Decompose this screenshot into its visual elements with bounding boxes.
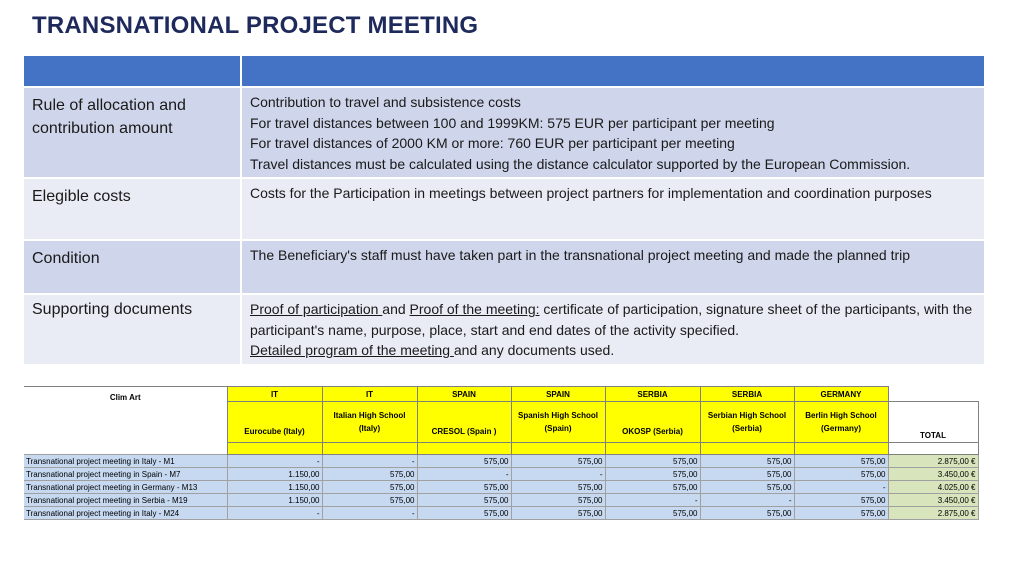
spacer-cell [605,443,700,455]
amount-cell: - [227,455,322,468]
table-row [24,468,978,481]
supporting-end-text: and any documents used. [453,342,615,358]
clim-art-label: Clim Art [24,387,227,455]
country-header-row [24,387,978,402]
amount-cell: - [322,507,417,520]
country-cell: SPAIN [417,387,511,402]
spacer-cell [511,443,605,455]
partner-cell: Eurocube (Italy) [227,402,322,443]
total-header-blank [888,387,978,402]
amount-cell: 575,00 [605,507,700,520]
text-line: Contribution to travel and subsistence costs [250,94,521,110]
amount-cell: 575,00 [417,507,511,520]
info-row-elegible [24,178,985,240]
amount-cell: 575,00 [700,468,794,481]
amount-cell: 575,00 [417,481,511,494]
amount-cell: 1.150,00 [227,468,322,481]
total-cell: 3.450,00 € [888,494,978,507]
amount-cell: 575,00 [794,494,888,507]
total-cell: 3.450,00 € [888,468,978,481]
row-text: The Beneficiary's staff must have taken part in the transnational project meeting and made the planned trip [241,240,985,294]
proof-of-meeting-link[interactable]: Proof of the meeting: [409,301,540,317]
amount-cell: 575,00 [511,455,605,468]
table-row [24,455,978,468]
partner-cell: Serbian High School (Serbia) [700,402,794,443]
table-row [24,481,978,494]
partner-cell: CRESOL (Spain ) [417,402,511,443]
row-label: Transnational project meeting in Spain - M7 [24,468,227,481]
country-cell: SPAIN [511,387,605,402]
partner-cell: Spanish High School (Spain) [511,402,605,443]
partner-cell: OKOSP (Serbia) [605,402,700,443]
total-cell: 2.875,00 € [888,507,978,520]
amount-cell: - [700,494,794,507]
row-label: Transnational project meeting in Italy - M1 [24,455,227,468]
amount-cell: 575,00 [605,455,700,468]
row-label: Transnational project meeting in Germany - M13 [24,481,227,494]
spacer-cell [700,443,794,455]
amount-cell: 575,00 [700,507,794,520]
info-table [24,56,986,366]
amount-cell: 575,00 [417,455,511,468]
amount-cell: 575,00 [322,468,417,481]
row-label: Transnational project meeting in Serbia - M19 [24,494,227,507]
total-cell: 4.025,00 € [888,481,978,494]
country-cell: IT [322,387,417,402]
info-row-allocation [24,87,985,178]
detailed-program-link[interactable]: Detailed program of the meeting [250,342,454,358]
info-row-supporting [24,294,985,365]
header-cell-right [241,56,985,87]
country-cell: IT [227,387,322,402]
budget-table [24,386,979,520]
row-label: Elegible costs [24,178,241,240]
table-row [24,507,978,520]
amount-cell: - [227,507,322,520]
amount-cell: 575,00 [511,507,605,520]
row-text [241,87,985,178]
amount-cell: 575,00 [322,481,417,494]
amount-cell: 1.150,00 [227,494,322,507]
country-cell: GERMANY [794,387,888,402]
amount-cell: - [605,494,700,507]
row-text: Costs for the Participation in meetings between project partners for implementation and coordination purposes [241,178,985,240]
header-cell-left [24,56,241,87]
info-row-condition [24,240,985,294]
text-line: For travel distances between 100 and 1999KM: 575 EUR per participant per meeting [250,114,775,131]
supporting-text: certificate of participation, signature sheet of the participants, with the participant's name, purpose, place, start and end dates of the activity specified. [250,301,973,338]
country-cell: SERBIA [605,387,700,402]
amount-cell: 575,00 [417,494,511,507]
spacer-cell [794,443,888,455]
spacer-cell [322,443,417,455]
partner-cell: Italian High School (Italy) [322,402,417,443]
country-cell: SERBIA [700,387,794,402]
spacer-cell [227,443,322,455]
amount-cell: - [322,455,417,468]
partner-cell: Berlin High School (Germany) [794,402,888,443]
budget-body [24,455,978,520]
amount-cell: 575,00 [794,507,888,520]
text-line: For travel distances of 2000 KM or more: 760 EUR per participant per meeting [250,135,735,151]
amount-cell: 575,00 [700,455,794,468]
amount-cell: 1.150,00 [227,481,322,494]
amount-cell: 575,00 [794,455,888,468]
amount-cell: 575,00 [322,494,417,507]
total-header: TOTAL [888,402,978,443]
row-label: Supporting documents [24,294,241,365]
row-label: Condition [24,240,241,294]
spacer-cell [417,443,511,455]
amount-cell: - [417,468,511,481]
row-text [241,294,985,365]
amount-cell: 575,00 [605,481,700,494]
row-label: Transnational project meeting in Italy - M24 [24,507,227,520]
amount-cell: - [511,468,605,481]
table-row [24,494,978,507]
text-line: Travel distances must be calculated using the distance calculator supported by the European Commission. [250,155,911,172]
and-text: and [382,301,410,317]
page-title: TRANSNATIONAL PROJECT MEETING [32,12,479,39]
amount-cell: 575,00 [794,468,888,481]
amount-cell: 575,00 [511,494,605,507]
info-table-header [24,56,985,87]
amount-cell: 575,00 [700,481,794,494]
spacer-cell [888,443,978,455]
proof-of-participation-link[interactable]: Proof of participation [250,301,383,317]
row-label: Rule of allocation and contribution amount [24,87,241,178]
amount-cell: 575,00 [605,468,700,481]
total-cell: 2.875,00 € [888,455,978,468]
amount-cell: 575,00 [511,481,605,494]
amount-cell: - [794,481,888,494]
